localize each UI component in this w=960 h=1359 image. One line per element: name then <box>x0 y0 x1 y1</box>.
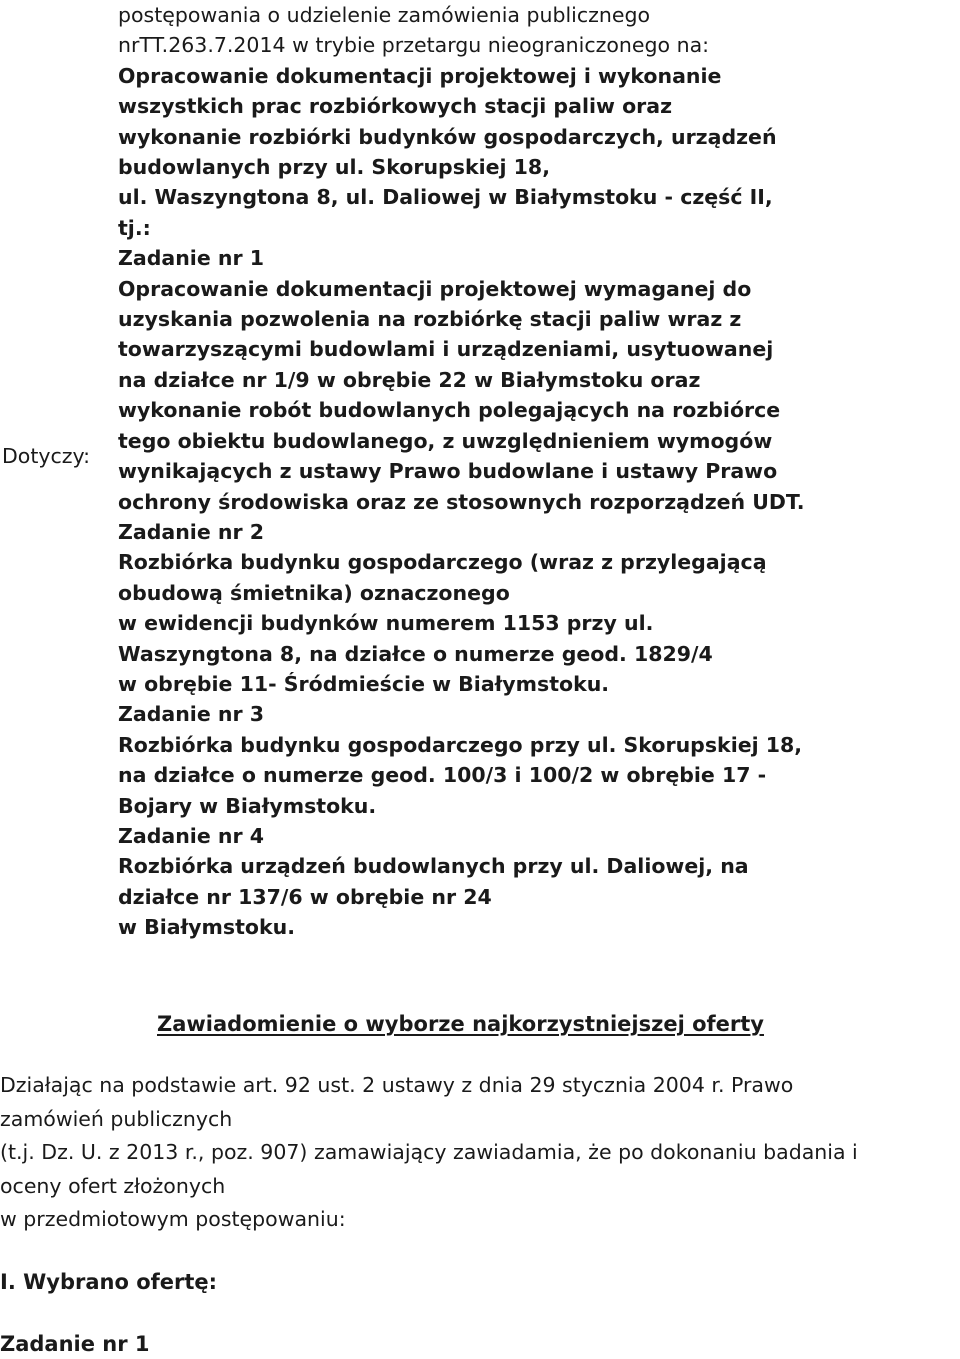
task-1-line: wykonanie robót budowlanych polegających na rozbiórce <box>118 398 781 423</box>
legal-line: (t.j. Dz. U. z 2013 r., poz. 907) zamawiający zawiadamia, że po dokonaniu badania i <box>0 1140 858 1165</box>
dotyczy-label: Dotyczy: <box>2 444 91 468</box>
task-4-line: działce nr 137/6 w obrębie nr 24 <box>118 884 492 909</box>
legal-line: zamówień publicznych <box>0 1106 233 1131</box>
subject-line: Opracowanie dokumentacji projektowej i wykonanie <box>118 63 722 88</box>
legal-line: Działając na podstawie art. 92 ust. 2 ustawy z dnia 29 stycznia 2004 r. Prawo <box>0 1073 794 1097</box>
task-1-line: Opracowanie dokumentacji projektowej wymaganej do <box>118 276 752 301</box>
task-2-heading: Zadanie nr 2 <box>118 519 264 544</box>
task-1-line: ochrony środowiska oraz ze stosownych rozporządzeń UDT. <box>118 489 805 514</box>
task-2-line: Waszyngtona 8, na działce o numerze geod. 1829/4 <box>118 641 713 666</box>
dotyczy-content <box>118 0 960 943</box>
task-4-line: w Białymstoku. <box>118 915 295 940</box>
subject-line: budowlanych przy ul. Skorupskiej 18, <box>118 155 550 180</box>
task-2-line: obudową śmietnika) oznaczonego <box>118 580 510 605</box>
task-3-line: na działce o numerze geod. 100/3 i 100/2 w obrębie 17 - <box>118 763 767 788</box>
task-3-line: Bojary w Białymstoku. <box>118 793 377 818</box>
subject-line: wszystkich prac rozbiórkowych stacji paliw oraz <box>118 94 673 119</box>
task-1-line: uzyskania pozwolenia na rozbiórkę stacji paliw wraz z <box>118 307 742 332</box>
task-1-heading: Zadanie nr 1 <box>118 246 264 271</box>
notice-title: Zawiadomienie o wyborze najkorzystniejszej oferty <box>157 1012 764 1036</box>
task-1-line: tego obiektu budowlanego, z uwzględnieniem wymogów <box>118 428 773 453</box>
subject-line: ul. Waszyngtona 8, ul. Daliowej w Białymstoku - część II, <box>118 185 773 210</box>
intro-line: postępowania o udzielenie zamówienia publicznego <box>118 3 651 27</box>
legal-line: w przedmiotowym postępowaniu: <box>0 1207 346 1232</box>
task-3-line: Rozbiórka budynku gospodarczego przy ul. Skorupskiej 18, <box>118 732 803 757</box>
selected-offer-heading: I. Wybrano ofertę: <box>0 1270 218 1294</box>
task-3-heading: Zadanie nr 3 <box>118 702 264 727</box>
legal-line: oceny ofert złożonych <box>0 1173 226 1198</box>
task-2-line: w obrębie 11- Śródmieście w Białymstoku. <box>118 671 610 696</box>
subject-line: tj.: <box>118 215 151 240</box>
legal-basis-paragraph <box>0 1069 960 1237</box>
task-4-line: Rozbiórka urządzeń budowlanych przy ul. Daliowej, na <box>118 854 749 879</box>
intro-line: nrTT.263.7.2014 w trybie przetargu nieograniczonego na: <box>118 33 710 58</box>
task-2-line: Rozbiórka budynku gospodarczego (wraz z przylegającą <box>118 550 767 575</box>
task-1-line: wynikających z ustawy Prawo budowlane i ustawy Prawo <box>118 459 778 484</box>
subject-line: wykonanie rozbiórki budynków gospodarczych, urządzeń <box>118 124 777 149</box>
task-2-line: w ewidencji budynków numerem 1153 przy ul. <box>118 611 654 636</box>
task-4-heading: Zadanie nr 4 <box>118 823 264 848</box>
task-heading: Zadanie nr 1 <box>0 1332 150 1356</box>
task-1-line: na działce nr 1/9 w obrębie 22 w Białymstoku oraz <box>118 367 701 392</box>
task-1-line: towarzyszącymi budowlami i urządzeniami, usytuowanej <box>118 337 774 362</box>
